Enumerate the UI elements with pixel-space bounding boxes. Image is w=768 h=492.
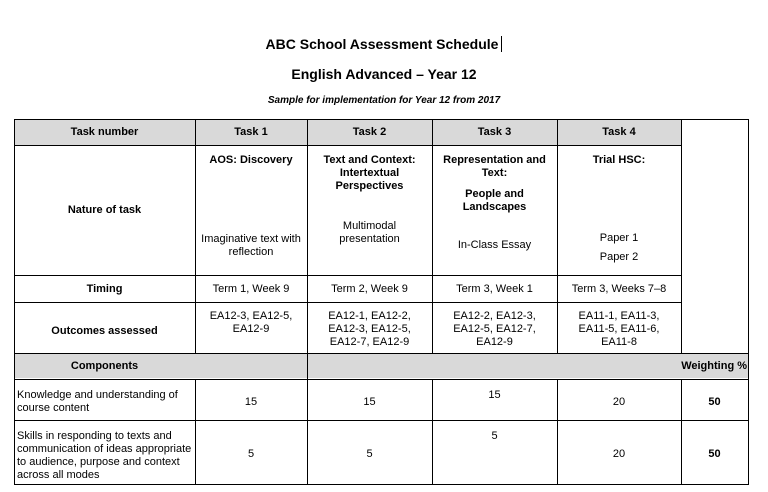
task-4-nature-desc-2: Paper 2	[599, 251, 639, 263]
table-rule	[432, 119, 433, 354]
task-4-outcomes: EA11-1, EA11-3, EA11-5, EA11-6, EA11-8	[578, 310, 660, 348]
task-3-outcomes: EA12-2, EA12-3, EA12-5, EA12-7, EA12-9	[453, 310, 536, 348]
task-1-nature-desc: Imaginative text with reflection	[201, 233, 301, 258]
header-task-1: Task 1	[234, 126, 268, 138]
task-1-timing: Term 1, Week 9	[212, 282, 290, 295]
header-task-number: Task number	[70, 126, 139, 138]
table-border-right	[748, 119, 749, 485]
task-4-nature-desc: Paper 1	[599, 232, 639, 244]
component-1-task-1: 15	[244, 396, 258, 408]
component-1-task-4: 20	[612, 396, 626, 408]
document-title: ABC School Assessment Schedule	[0, 36, 768, 52]
task-4-timing: Term 3, Weeks 7–8	[571, 282, 667, 295]
table-rule	[681, 119, 682, 354]
task-3-nature-title-2: People and Landscapes	[462, 188, 527, 213]
component-1-weighting: 50	[708, 396, 721, 408]
table-rule	[14, 379, 749, 380]
document-note: Sample for implementation for Year 12 from 2017	[267, 95, 501, 106]
table-rule	[307, 379, 308, 485]
component-1-task-3: 15	[488, 389, 501, 401]
row-label-outcomes: Outcomes assessed	[51, 324, 158, 337]
table-rule	[14, 420, 749, 421]
task-2-nature-desc: Multimodal presentation	[339, 220, 400, 245]
component-2-task-1: 5	[247, 448, 255, 460]
task-4-nature-title: Trial HSC:	[592, 154, 646, 166]
component-2-task-3: 5	[491, 430, 498, 442]
table-rule	[681, 379, 682, 485]
component-2-task-2: 5	[366, 448, 373, 460]
weighting-label: Weighting %	[681, 360, 747, 372]
task-3-nature-desc: In-Class Essay	[457, 239, 532, 251]
component-2-weighting: 50	[708, 448, 721, 460]
text-cursor	[501, 36, 502, 52]
task-1-nature-title: AOS: Discovery	[209, 154, 293, 166]
table-border-bottom	[14, 484, 749, 485]
component-1-task-2: 15	[363, 396, 376, 408]
row-label-components: Components	[70, 360, 139, 372]
component-2-task-4: 20	[612, 448, 626, 460]
component-2-label: Skills in responding to texts and communication of ideas appropriate to audience, purpose and context across all modes	[17, 430, 192, 481]
task-3-timing: Term 3, Week 1	[456, 282, 533, 295]
row-label-timing: Timing	[86, 282, 123, 295]
task-2-timing: Term 2, Week 9	[331, 282, 408, 295]
header-task-2: Task 2	[352, 126, 387, 138]
table-rule	[307, 119, 308, 380]
header-task-3: Task 3	[477, 126, 512, 138]
task-2-outcomes: EA12-1, EA12-2, EA12-3, EA12-5, EA12-7, EA12-9	[328, 310, 411, 348]
task-3-nature-title: Representation and Text:	[443, 154, 546, 179]
task-1-outcomes: EA12-3, EA12-5, EA12-9	[209, 310, 293, 335]
task-2-nature-title: Text and Context: Intertextual Perspectives	[323, 154, 416, 192]
component-1-label: Knowledge and understanding of course content	[17, 389, 178, 414]
document-subtitle: English Advanced – Year 12	[291, 66, 477, 82]
row-label-nature: Nature of task	[67, 204, 142, 216]
table-rule	[557, 379, 558, 485]
header-task-4: Task 4	[602, 126, 636, 138]
table-rule	[195, 379, 196, 485]
